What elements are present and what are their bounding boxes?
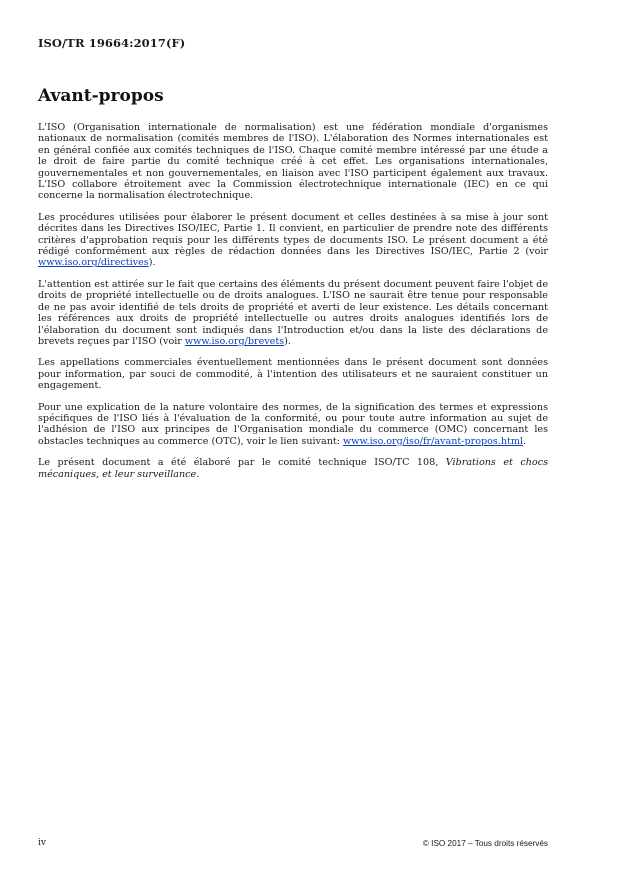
copyright-notice: © ISO 2017 – Tous droits réservés <box>422 839 548 848</box>
paragraph-text: Pour une explication de la nature volontaire des normes, de la signification des termes et expressions spécifiques de l'ISO liés à l'évaluation de la conformité, ou pour toute autre information au sujet de l'adhésion de l'ISO aux principes de l'Organisation mondiale du commerce (OMC) concernant les obstacles techniques au commerce (OTC), voir le lien suivant: <box>38 401 548 447</box>
paragraph-patents <box>38 279 548 347</box>
paragraph-voluntary-nature <box>38 402 548 448</box>
paragraph-end: ). <box>284 335 291 347</box>
document-id: ISO/TR 19664:2017(F) <box>38 36 186 50</box>
paragraph-text: Le présent document a été élaboré par le comité technique ISO/TC 108, <box>38 457 446 469</box>
paragraph-end: . <box>523 435 527 447</box>
committee-name: Vibrations et chocs mécaniques, et leur surveillance <box>38 457 548 480</box>
paragraph-trade-names: Les appellations commerciales éventuellement mentionnées dans le présent document sont données pour information, par souci de commodité, à l'intention des utilisateurs et ne sauraient constituer un engagement. <box>38 357 548 392</box>
patents-link[interactable]: www.iso.org/brevets <box>184 335 285 347</box>
paragraph-iso-intro: L'ISO (Organisation internationale de normalisation) est une fédération mondiale d'organismes nationaux de normalisation (comités membres de l'ISO). L'élaboration des Normes internationales est en général confiée aux comités techniques de l'ISO. Chaque comité membre intéressé par une étude a le droit de faire partie du comité technique créé à cet effet. Les organisations internationales, gouvernementales et non gouvernementales, en liaison avec l'ISO participent également aux travaux. L'ISO collabore étroitement avec la Commission électrotechnique internationale (IEC) en ce qui concerne la normalisation électrotechnique. <box>38 122 548 202</box>
foreword-info-link[interactable]: www.iso.org/iso/fr/avant-propos.html <box>343 435 524 447</box>
directives-link[interactable]: www.iso.org/directives <box>38 257 149 269</box>
page-number: iv <box>38 838 46 848</box>
paragraph-procedures <box>38 212 548 269</box>
page-title: Avant-propos <box>38 86 164 106</box>
paragraph-text: Les procédures utilisées pour élaborer le présent document et celles destinées à sa mise à jour sont décrites dans les Directives ISO/IEC, Partie 1. Il convient, en particulier de prendre note des différents critères d'approbation requis pour les différents types de documents ISO. Le présent document a été rédigé conformément aux règles de rédaction données dans les Directives ISO/IEC, Partie 2 (voir <box>38 211 548 258</box>
foreword-body <box>38 122 548 490</box>
paragraph-committee <box>38 457 548 480</box>
paragraph-end: ). <box>148 257 156 269</box>
paragraph-end: . <box>196 468 200 480</box>
paragraph-text: L'attention est attirée sur le fait que certains des éléments du présent document peuvent faire l'objet de droits de propriété intellectuelle ou de droits analogues. L'ISO ne saurait être tenue pour responsable de ne pas avoir identifié de tels droits de propriété et averti de leur existence. Les détails concernant les références aux droits de propriété intellectuelle ou autres droits analogues identifiés lors de l'élaboration du document sont indiqués dans l'Introduction et/ou dans la liste des déclarations de brevets reçues par l'ISO (voir <box>38 278 548 347</box>
